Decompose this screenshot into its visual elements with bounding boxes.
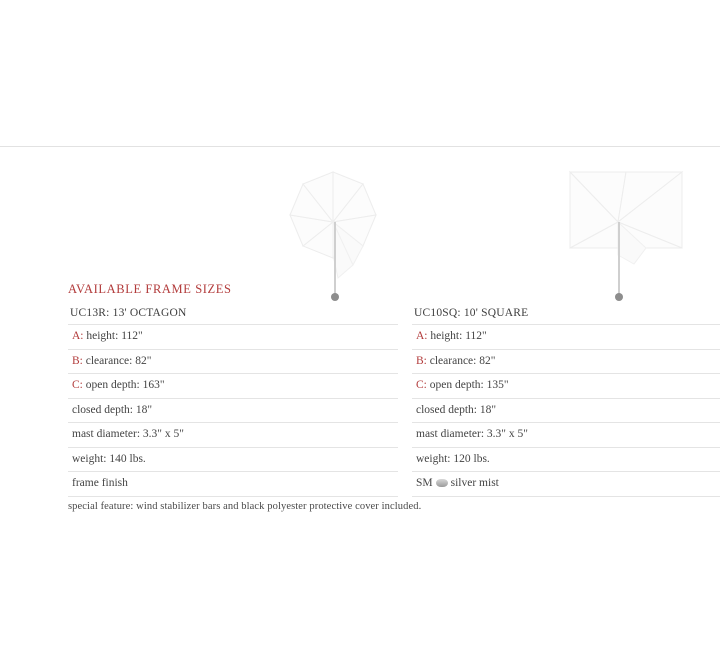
spec-column-left bbox=[68, 307, 398, 497]
color-swatch-icon bbox=[436, 479, 448, 487]
spec-value: closed depth: 18" bbox=[72, 403, 153, 416]
model-name-left: UC13R: 13' OCTAGON bbox=[70, 307, 187, 319]
section-title: AVAILABLE FRAME SIZES bbox=[68, 282, 232, 296]
spec-key: C: bbox=[72, 379, 83, 391]
spec-value: mast diameter: 3.3" x 5" bbox=[416, 428, 528, 440]
spec-value: clearance: 82" bbox=[426, 354, 496, 367]
spec-value: closed depth: 18" bbox=[416, 403, 497, 416]
table-row bbox=[412, 349, 720, 374]
table-row bbox=[412, 324, 720, 349]
spec-key: A: bbox=[72, 330, 84, 342]
table-row bbox=[412, 471, 720, 497]
spec-value: height: 112" bbox=[83, 330, 143, 342]
finish-name: silver mist bbox=[450, 477, 499, 489]
table-row bbox=[68, 373, 398, 398]
table-row bbox=[412, 447, 720, 472]
spec-key: A: bbox=[416, 330, 428, 342]
octagon-umbrella-illustration bbox=[258, 160, 408, 310]
spec-value: weight: 120 lbs. bbox=[416, 452, 490, 465]
spec-key: C: bbox=[416, 379, 427, 391]
finish-code: SM bbox=[416, 477, 433, 489]
square-umbrella-illustration bbox=[556, 160, 696, 310]
table-row bbox=[412, 398, 720, 423]
table-row bbox=[412, 373, 720, 398]
table-row bbox=[68, 324, 398, 349]
table-row bbox=[68, 471, 398, 497]
spec-value: mast diameter: 3.3" x 5" bbox=[72, 428, 184, 440]
model-name-right: UC10SQ: 10' SQUARE bbox=[414, 307, 529, 319]
spec-value: frame finish bbox=[72, 477, 128, 489]
special-feature-note: special feature: wind stabilizer bars and black polyester protective cover included. bbox=[68, 501, 422, 512]
table-row bbox=[68, 422, 398, 447]
spec-value: weight: 140 lbs. bbox=[72, 452, 146, 465]
spec-key: B: bbox=[72, 354, 83, 367]
spec-value: open depth: 135" bbox=[426, 379, 509, 391]
spec-value: clearance: 82" bbox=[82, 354, 152, 367]
top-divider bbox=[0, 146, 720, 147]
spec-value: height: 112" bbox=[427, 330, 487, 342]
table-row bbox=[412, 422, 720, 447]
spec-column-right bbox=[412, 307, 720, 497]
table-row bbox=[68, 349, 398, 374]
table-row bbox=[68, 447, 398, 472]
spec-value: open depth: 163" bbox=[82, 379, 165, 391]
table-row bbox=[68, 398, 398, 423]
spec-key: B: bbox=[416, 354, 427, 367]
